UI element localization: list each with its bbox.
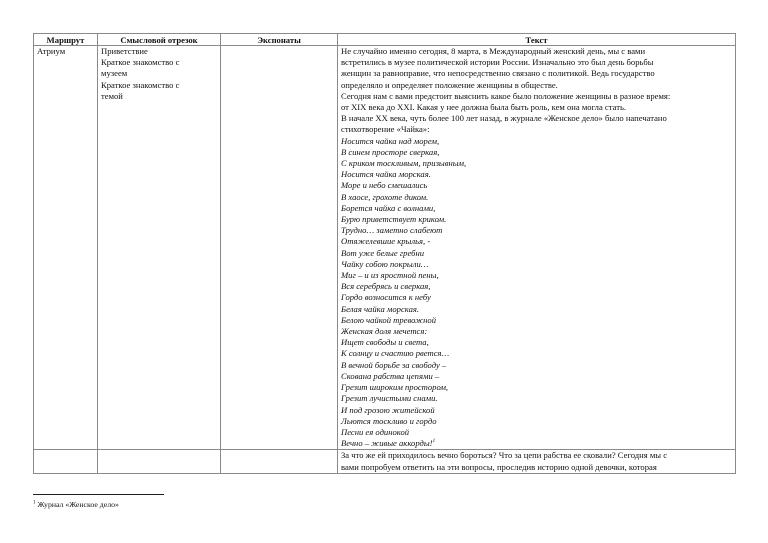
footnote-separator [33, 494, 164, 495]
footnote-text: Журнал «Женское дело» [37, 500, 119, 509]
segment-line: темой [101, 90, 123, 101]
text-cell [338, 46, 736, 450]
poem-line: Белою чайкой тревожной [341, 314, 437, 325]
text-line: от XIX века до XXI. Какая у нее должна была быть роль, кем она могла стать. [341, 102, 627, 113]
poem-line: Грезит широким простором, [341, 382, 449, 393]
poem-line: Скована рабства цепями – [341, 370, 440, 381]
text-line: встретились в музее политической истории России. Изначально это был день борьбы [341, 57, 654, 68]
poem-line: Носится чайка над морем, [341, 135, 440, 146]
text-line: В начале XX века, чуть более 100 лет назад, в журнале «Женское дело» было напечатано [341, 113, 667, 124]
poem-line: В вечной борьбе за свободу – [341, 359, 447, 370]
poem-line: С криком тоскливым, призывным, [341, 158, 467, 169]
route-table [33, 33, 736, 474]
footnote [33, 500, 119, 509]
segment-cell [98, 450, 221, 473]
poem-line: В синем просторе сверкая, [341, 146, 440, 157]
intro-text [341, 450, 732, 472]
poem-line: Вечно – живые аккорды! [341, 438, 433, 449]
poem-line: Отяжелевшие крылья, - [341, 236, 431, 247]
poem-line: Трудно… заметно слабеют [341, 225, 443, 236]
route-cell [34, 450, 98, 473]
poem-line: Вся серебрясь и сверкая, [341, 281, 431, 292]
header-text: Текст [338, 34, 736, 46]
poem-line: Носится чайка морская. [341, 169, 431, 180]
poem-text [341, 136, 732, 450]
header-segment: Смысловой отрезок [98, 34, 221, 46]
text-line: Сегодня нам с вами предстоит выяснить какое было положение женщины в разное время: [341, 90, 671, 101]
segment-line: музеем [101, 68, 128, 79]
poem-line: Бурю приветствует криком. [341, 214, 447, 225]
poem-line: Море и небо смешались [341, 180, 428, 191]
header-route: Маршрут [34, 34, 98, 46]
header-exhibits: Экспонаты [221, 34, 338, 46]
text-line: За что же ей приходилось вечно бороться? Что за цепи рабства ее сковали? Сегодня мы с [341, 450, 668, 461]
poem-line: В хаосе, грохоте диком. [341, 191, 429, 202]
poem-line: Песни ея одинокой [341, 426, 410, 437]
poem-line: Чайку собою покрыли… [341, 258, 429, 269]
table-row [34, 46, 736, 450]
segment-line: Приветствие [101, 46, 148, 56]
text-cell [338, 450, 736, 473]
header-row [34, 34, 736, 46]
exhibits-cell [221, 450, 338, 473]
poem-line: Ищет свободы и света, [341, 337, 429, 348]
footnote-reference[interactable]: 1 [432, 438, 436, 445]
footnote-number: 1 [33, 500, 36, 506]
poem-line: Грезит лучистыми снами. [341, 393, 438, 404]
text-line: женщин за равноправие, что непосредственно связано с политикой. Ведь государство [341, 68, 655, 79]
table-row [34, 450, 736, 473]
text-line: стихотворение «Чайка»: [341, 124, 430, 135]
segment-line: Краткое знакомство с [101, 57, 180, 68]
text-line: определяло и определяет положение женщины в обществе. [341, 79, 558, 90]
poem-line: Белая чайка морская. [341, 303, 420, 314]
poem-line-wrap [341, 438, 732, 449]
poem-line: Миг – и из яростной пены, [341, 270, 439, 281]
poem-line: Гордо возносится к небу [341, 292, 431, 303]
poem-line: К солнцу и счастию рвется… [341, 348, 450, 359]
route-cell: Атриум [34, 46, 98, 450]
poem-line: Женская доля мечется: [341, 326, 428, 337]
exhibits-cell [221, 46, 338, 450]
text-line: Не случайно именно сегодня, 8 марта, в Международный женский день, мы с вами [341, 46, 646, 56]
poem-line: Вот уже белые гребни [341, 247, 425, 258]
poem-line: Борется чайка с волнами, [341, 202, 436, 213]
intro-text [341, 46, 732, 136]
text-line: вами попробуем ответить на эти вопросы, проследив историю одной девочки, которая [341, 461, 657, 472]
segment-line: Краткое знакомство с [101, 79, 180, 90]
poem-line: И под грозою житейской [341, 404, 435, 415]
segment-cell [98, 46, 221, 450]
poem-line: Льются тоскливо и гордо [341, 415, 437, 426]
